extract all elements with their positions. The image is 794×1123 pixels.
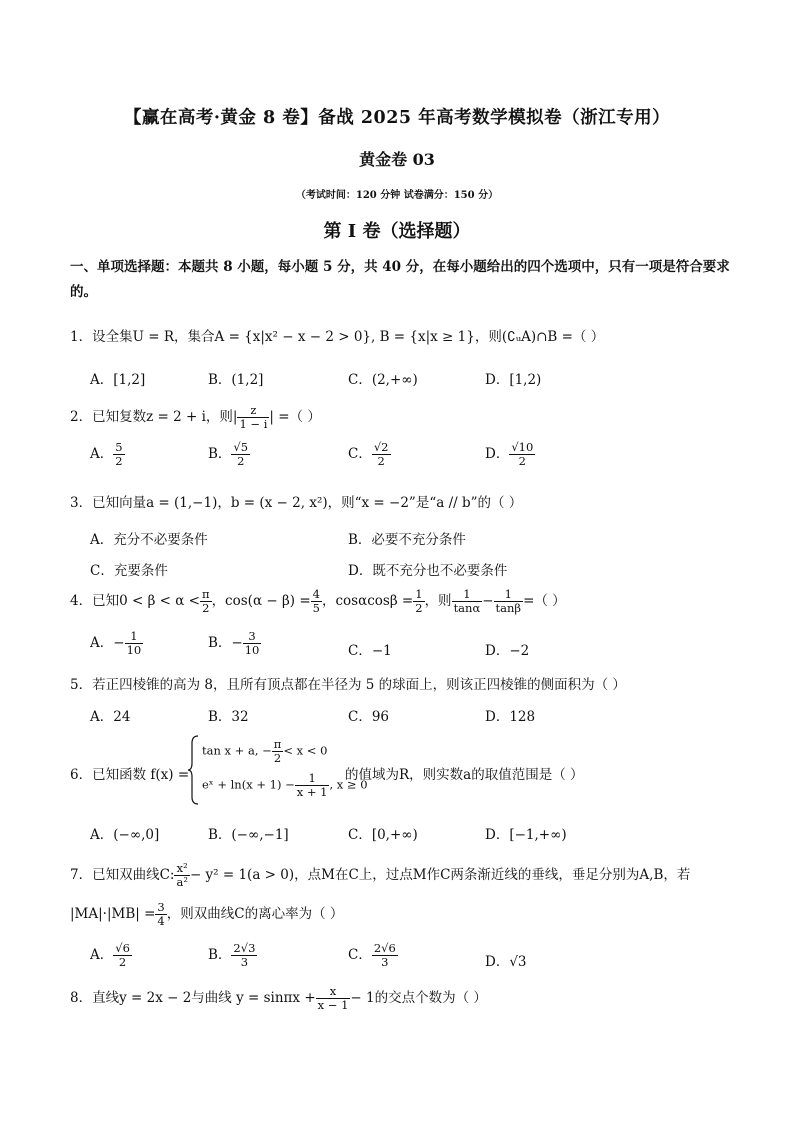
q5-option-b: B．32 <box>208 709 249 725</box>
q7-option-b: B． $\frac{2√3}{3}$ <box>208 941 256 969</box>
question-1-stem: 1．设全集U = R，集合A = {x|x² − x − 2 > 0}, B = {x|x ≥ 1}，则(∁ᵤA)∩B =（ ） <box>70 329 605 345</box>
q5-option-a: A．24 <box>90 709 131 725</box>
q4-option-b: B．− $\frac{3}{10}$ <box>208 629 260 657</box>
q6-option-c: C．[0,+∞) <box>348 827 418 843</box>
question-4-stem: 4．已知0 < β < α < $\frac{\pi}{2}$ ，cos(α − β) = $\frac{4}{5}$ ，cosαcosβ = $\frac{1}{2}$ ，则 $\frac{1}{\tan\alpha}$ − $\frac{1}{\tan\beta}$ =（ ） <box>70 587 566 615</box>
piecewise-case-2: eˣ + ln(x + 1) − $\frac{1}{x + 1}$ , x ≥ 0 <box>202 771 368 799</box>
q2-option-c: C． $\frac{√2}{2}$ <box>348 440 389 468</box>
q1-option-c: C．(2,+∞) <box>348 372 418 388</box>
q1-option-d: D．[1,2) <box>485 372 542 388</box>
q1-option-a: A．[1,2] <box>90 372 146 388</box>
q6-option-d: D．[−1,+∞) <box>485 827 567 843</box>
question-5-stem: 5．若正四棱锥的高为 8，且所有顶点都在半径为 5 的球面上，则该正四棱锥的侧面积为（ ） <box>70 677 626 693</box>
q3-option-a: A．充分不必要条件 <box>90 532 208 548</box>
question-6-tail: 的值域为R，则实数a的取值范围是（ ） <box>345 767 584 783</box>
q4-option-c: C．−1 <box>348 643 392 659</box>
instructions: 一、单项选择题：本题共 8 小题，每小题 5 分，共 40 分，在每小题给出的四个选项中，只有一项是符合要求的。 <box>70 259 730 300</box>
q2-fraction: $\frac{z}{1 - i}$ <box>239 403 268 431</box>
question-6-lead: 6．已知函数 f(x) = <box>70 767 190 783</box>
exam-title: 【赢在高考·黄金 8 卷】备战 2025 年高考数学模拟卷（浙江专用） <box>123 108 671 128</box>
q4-option-d: D．−2 <box>485 643 530 659</box>
q2-option-b: B． $\frac{√5}{2}$ <box>208 440 249 468</box>
piecewise-brace <box>188 735 200 805</box>
q7-option-a: A． $\frac{√6}{2}$ <box>90 941 130 969</box>
q6-option-a: A．(−∞,0] <box>90 827 160 843</box>
q1-option-b: B．(1,2] <box>208 372 264 388</box>
q3-option-c: C．充要条件 <box>90 563 168 579</box>
q5-option-d: D．128 <box>485 709 536 725</box>
q7-option-c: C． $\frac{2√6}{3}$ <box>348 941 396 969</box>
q7-option-d: D．√3 <box>485 954 527 970</box>
question-7-stem: 7．已知双曲线C: $\frac{\text{x²}}{\text{a²}}$ − y² = 1(a > 0)，点M在C上，过点M作C两条渐近线的垂线，垂足分别为A,B，若 <box>70 861 691 889</box>
q2-option-a: A． $\frac{5}{2}$ <box>90 440 123 468</box>
q2-option-d: D． $\frac{√10}{2}$ <box>485 440 534 468</box>
question-2-stem: 2．已知复数z = 2 + i，则| $\frac{z}{1 - i}$ | =（ ） <box>70 403 321 431</box>
question-3-stem: 3．已知向量a = (1,−1)，b = (x − 2, x²)，则“x = −2”是“a // b”的（ ） <box>70 495 523 511</box>
q3-option-d: D．既不充分也不必要条件 <box>348 563 508 579</box>
question-7-stem-line2: |MA|·|MB| = $\frac{3}{4}$ ，则双曲线C的离心率为（ ） <box>70 900 344 928</box>
exam-time-note: （考试时间：120 分钟 试卷满分：150 分） <box>295 190 499 201</box>
question-8-stem: 8．直线y = 2x − 2与曲线 y = sinπx + $\frac{x}{x - 1}$ − 1的交点个数为（ ） <box>70 984 487 1012</box>
q3-option-b: B．必要不充分条件 <box>348 532 466 548</box>
section-title: 第 I 卷（选择题） <box>323 221 471 242</box>
q6-option-b: B．(−∞,−1] <box>208 827 289 843</box>
q5-option-c: C．96 <box>348 709 390 725</box>
q4-option-a: A．− $\frac{1}{10}$ <box>90 629 142 657</box>
exam-subtitle: 黄金卷 03 <box>359 150 435 169</box>
piecewise-case-1: tan x + a, − $\frac{\pi}{2}$ < x < 0 <box>202 737 328 765</box>
